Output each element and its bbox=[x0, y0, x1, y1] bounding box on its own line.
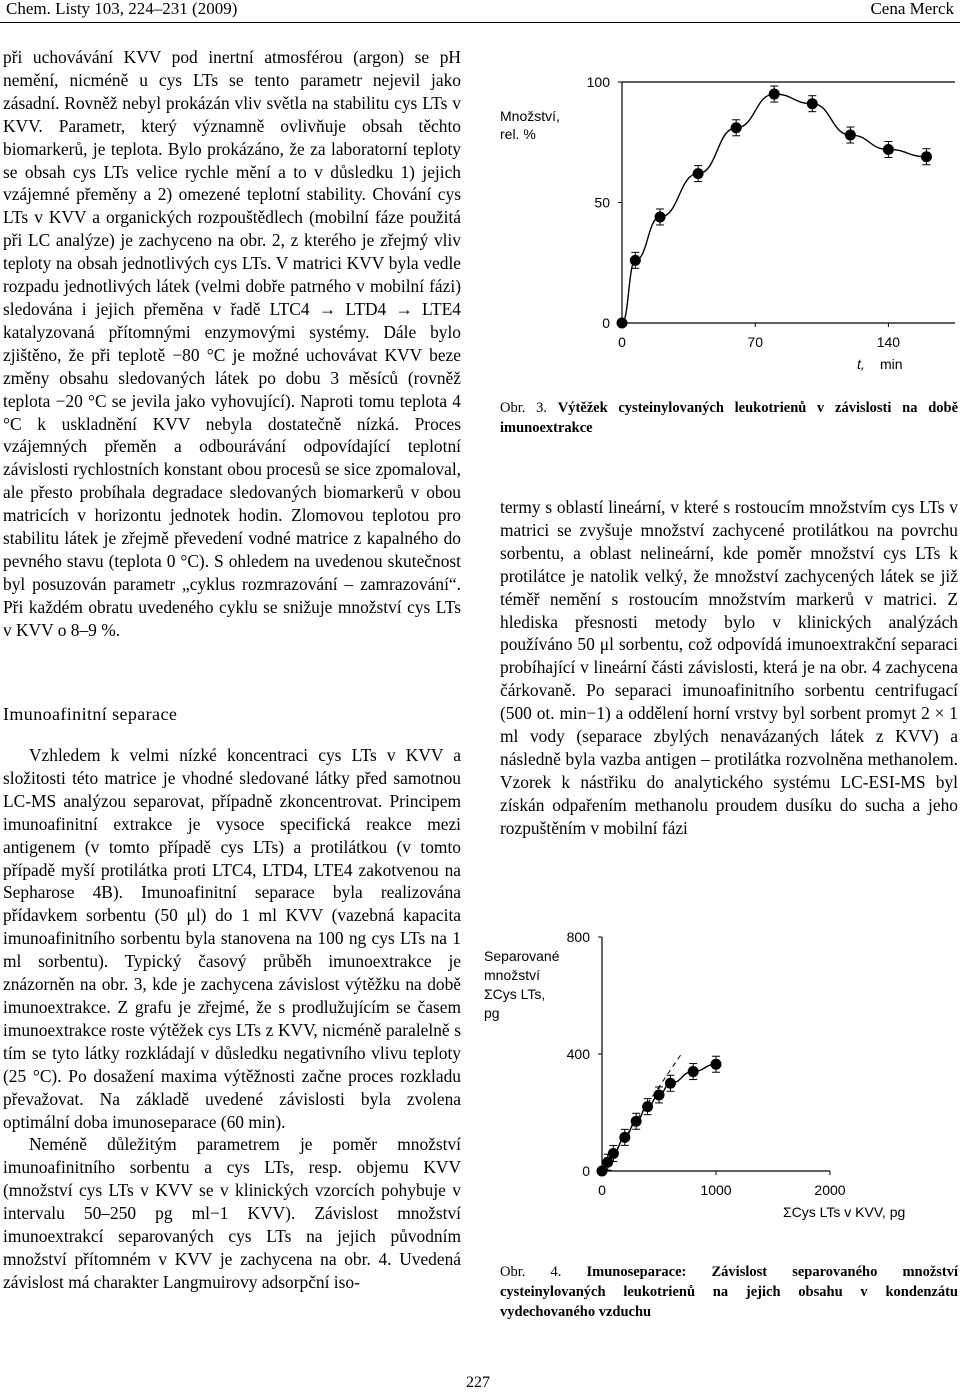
fit-curve bbox=[602, 1064, 716, 1171]
header-right: Cena Merck bbox=[870, 0, 954, 18]
fig3-xlabel-unit: min bbox=[880, 356, 903, 372]
data-point bbox=[883, 144, 894, 155]
fig3-caption-label: Obr. 3. bbox=[500, 400, 547, 416]
fig4-xlabel: ΣCys LTs v KVV, pg bbox=[783, 1204, 906, 1220]
y-tick-label: 400 bbox=[566, 1046, 590, 1062]
fig4-marks bbox=[597, 1053, 722, 1176]
figure-4-caption bbox=[500, 1262, 958, 1322]
figure-3-chart bbox=[495, 64, 960, 394]
fig4-caption-label: Obr. 4. bbox=[500, 1264, 562, 1280]
data-point bbox=[769, 89, 780, 100]
y-tick-label: 50 bbox=[594, 194, 610, 211]
journal-header: Chem. Listy 103, 224–231 (2009) bbox=[6, 0, 238, 18]
y-tick-label: 0 bbox=[582, 1163, 590, 1179]
data-point bbox=[608, 1148, 619, 1159]
x-tick-label: 0 bbox=[598, 1182, 606, 1198]
paragraph-immunoaffinity: Vzhledem k velmi nízké koncentraci cys LTs v KVV a složitosti této matrice je vhodné sledované látky před samotnou LC-MS analýzou separovat, případně zkoncentrovat. Principem imunoafinitní extrakce je vysoce specifická reakce mezi antigenem (v tomto případě cys LTs) a protilátkou (v tomto případě myší protilátka proti LTC4, LTD4, LTE4 zakotvenou na Sepharose 4B). Imunoafinitní separace byla realizována přídavkem sorbentu (50 μl) do 1 ml KVV (vazebná kapacita imunoafinitního sorbentu byla stanovena na 100 ng cys LTs na 1 ml sorbentu). Typický časový průběh imunoextrakce je znázorněn na obr. 3, kde je zachycena závislost výtěžku na době imunoextrakce. Z grafu je zřejmé, že s prodlužujícím se časem imunoextrakce roste výtěžek cys LTs z KVV, nicméně paralelně s tím se tyto látky rozkládají v důsledku negativního vlivu teploty (25 °C). Po dosažení maxima výtěžnosti začne proces rozkladu převažovat. Na základě uvedené závislosti byla zvolena optimální doba imunoseparace (60 min). bbox=[3, 745, 461, 1132]
y-tick-label: 0 bbox=[602, 315, 610, 331]
data-point bbox=[807, 98, 818, 109]
data-point bbox=[655, 211, 666, 222]
x-tick-label: 70 bbox=[747, 334, 763, 350]
y-tick-label: 800 bbox=[566, 929, 590, 945]
y-tick-label: 100 bbox=[586, 74, 610, 90]
data-point bbox=[654, 1089, 665, 1100]
fig4-ylabel-line3: ΣCys LTs, bbox=[484, 986, 546, 1002]
data-point bbox=[630, 255, 641, 266]
figure-3-caption bbox=[500, 398, 958, 438]
x-tick-label: 1000 bbox=[700, 1182, 732, 1198]
fig4-ylabel-line1: Separované bbox=[484, 948, 560, 964]
right-column-text bbox=[500, 496, 958, 840]
fig3-axes bbox=[587, 74, 955, 350]
fig3-caption-text: Výtěžek cysteinylovaných leukotrienů v závislosti na době imunoextrakce bbox=[500, 400, 959, 436]
data-point bbox=[642, 1101, 653, 1112]
data-point bbox=[631, 1116, 642, 1127]
fig3-xlabel: t, bbox=[857, 356, 865, 372]
fig4-ylabel-line4: pg bbox=[484, 1005, 500, 1021]
fig3-ylabel-line1: Množství, bbox=[500, 108, 560, 124]
data-point bbox=[845, 130, 856, 141]
data-point bbox=[688, 1066, 699, 1077]
fig4-ylabel-line2: množství bbox=[484, 967, 541, 983]
x-tick-label: 140 bbox=[876, 334, 901, 350]
header-rule bbox=[0, 22, 960, 23]
section-heading: Imunoafinitní separace bbox=[3, 704, 178, 724]
fit-curve bbox=[622, 94, 926, 323]
paragraph-temperature: při uchovávání KVV pod inertní atmosférou (argon) se pH nemění, nicméně u cys LTs se tento parametr nejevil jako zásadní. Rovněž nebyl prokázán vliv světla na stabilitu cys LTs v KVV. Parametr, který významně ovlivňuje obsah těchto biomarkerů, je teplota. Bylo prokázáno, že za laboratorní teploty se obsah cys LTs velice rychle mění a to v důsledku 1) jejich vzájemné přeměny a 2) omezené teplotní stability. Chování cys LTs v KVV a organických rozpouštědlech (mobilní fáze použitá při LC analýze) je zachyceno na obr. 2, z kterého je zřejmý vliv teploty na obsah jednotlivých cys LTs. V matrici KVV byla vedle rozpadu jednotlivých látek (velmi dobře patrného v mobilní fázi) sledována i jejich přeměna v řadě LTC4 → LTD4 → LTE4 katalyzovaná přítomnými enzymovými systémy. Dále bylo zjištěno, že při teplotě −80 °C je možné uchovávat KVV beze změny obsahu sledovaných látek po dobu 3 měsíců (rovněž teplota −20 °C se jevila jako vyhovující). Naproti tomu teplota 4 °C k uskladnění KVV nebyla dostatečně nízká. Proces vzájemných přeměn a odbourávání odpovídající teplotní závislosti rychlostních konstant obou procesů se sice zpomaloval, ale přesto probíhala degradace sledovaných biomarkerů v obou matricích v horizontu jednotek hodin. Zlomovou teplotou pro stabilitu látek je zřejmě převedení vodné matrice z kapalného do pevného stavu (teplota 0 °C). S ohledem na uvedenou skutečnost byl posuzován parametr „cyklus rozmrazování – zamrazování“. Při každém obratu uvedeného cyklu se snižuje množství cys LTs v KVV o 8–9 %. bbox=[3, 47, 461, 640]
paragraph-ratio: Neméně důležitým parametrem je poměr množství imunoafinitního sorbentu a cys LTs, resp. objemu KVV (množství cys LTs v KVV se v klinických vzorcích pohybuje v intervalu 50–250 pg ml−1 KVV). Závislost množství imunoextrakcí separovaných cys LTs na jejich původním množství přítomném v KVV je zachycena na obr. 4. Uvedená závislost má charakter Langmuirovy adsorpční iso- bbox=[3, 1134, 461, 1292]
figure-4-chart bbox=[478, 925, 960, 1225]
data-point bbox=[693, 168, 704, 179]
data-point bbox=[711, 1059, 722, 1070]
x-tick-label: 0 bbox=[618, 334, 626, 350]
paragraph-langmuir: termy s oblastí lineární, v které s rostoucím množstvím cys LTs v matrici se zvyšuje množství zachycené protilátkou na povrchu sorbentu, a oblast nelineární, kde poměr množství cys LTs k protilátce je natolik velký, že množství zachycených látek se již téměř nemění s rostoucím množstvím markerů v matrici. Z hlediska přesnosti metody bylo v klinických analýzách používáno 50 μl sorbentu, což odpovídá imunoextrakční separaci probíhající v lineární části závislosti, která je na obr. 4 zachycena čárkovaně. Po separaci imunoafinitního sorbentu centrifugací (500 ot. min−1) a oddělení horní vrstvy byl sorbent promyt 2 × 1 ml vody (separace zbylých nenavázaných látek z KVV) a následně byla vazba antigen – protilátka rozvolněna methanolem. Vzorek k nástřiku do analytického systému LC-ESI-MS byl získán odpařením methanolu proudem dusíku do sucha a jeho rozpuštěním v mobilní fázi bbox=[500, 497, 958, 838]
fig4-caption-text: Imunoseparace: Závislost separovaného množství cysteinylovaných leukotrienů na jejich obsahu v kondenzátu vydechovaného vzduchu bbox=[500, 1264, 959, 1320]
fig3-marks bbox=[617, 86, 932, 328]
data-point bbox=[731, 122, 742, 133]
left-column-top bbox=[3, 46, 461, 642]
page-number: 227 bbox=[466, 1374, 490, 1391]
left-column-bottom bbox=[3, 744, 461, 1294]
data-point bbox=[619, 1132, 630, 1143]
fig3-ylabel-line2: rel. % bbox=[500, 126, 536, 142]
x-tick-label: 2000 bbox=[814, 1182, 846, 1198]
data-point bbox=[921, 151, 932, 162]
data-point bbox=[665, 1078, 676, 1089]
data-point bbox=[617, 318, 628, 329]
